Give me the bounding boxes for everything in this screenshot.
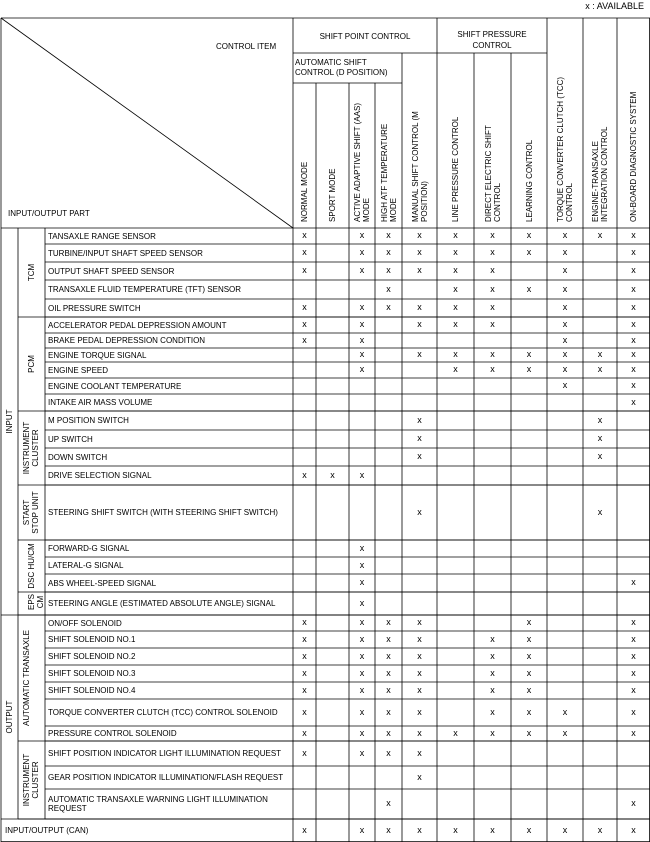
available-mark: x — [302, 824, 307, 835]
row-label: STEERING ANGLE (ESTIMATED ABSOLUTE ANGLE) SIGNAL — [48, 599, 276, 608]
available-mark: x — [631, 283, 636, 294]
available-mark: x — [490, 684, 495, 695]
available-mark: x — [453, 247, 458, 257]
row-label: LATERAL-G SIGNAL — [48, 561, 124, 570]
available-mark: x — [386, 633, 391, 644]
available-mark: x — [490, 650, 495, 661]
available-mark: x — [562, 302, 568, 312]
row-label: SHIFT SOLENOID NO.1 — [48, 635, 136, 644]
available-mark: x — [631, 727, 636, 738]
available-mark: x — [417, 633, 422, 644]
available-mark: x — [359, 469, 365, 480]
header-automatic-shift-control: AUTOMATIC SHIFT CONTROL (D POSITION) — [295, 58, 388, 77]
available-mark: x — [417, 265, 422, 275]
available-mark: x — [302, 469, 307, 480]
available-mark: x — [453, 824, 458, 835]
available-mark: x — [453, 319, 458, 329]
available-mark: x — [386, 667, 391, 678]
available-mark: x — [359, 667, 365, 678]
available-mark: x — [417, 667, 422, 678]
row-label: UP SWITCH — [48, 434, 93, 444]
row-label: INTAKE AIR MASS VOLUME — [48, 398, 153, 407]
available-mark: x — [302, 302, 307, 312]
available-mark: x — [631, 824, 636, 835]
available-mark: x — [302, 747, 307, 758]
available-mark: x — [631, 247, 636, 257]
available-mark: x — [490, 265, 495, 275]
available-mark: x — [359, 684, 365, 695]
available-mark: x — [631, 364, 636, 374]
row-label: STEERING SHIFT SWITCH (WITH STEERING SHIFT SWITCH) — [48, 508, 278, 517]
available-mark: x — [302, 633, 307, 644]
available-mark: x — [526, 617, 532, 627]
available-mark: x — [417, 650, 422, 661]
available-mark: x — [359, 334, 365, 345]
available-mark: x — [359, 265, 365, 275]
available-mark: x — [386, 824, 391, 835]
available-mark: x — [631, 265, 636, 275]
available-mark: x — [359, 577, 365, 587]
available-mark: x — [302, 650, 307, 661]
available-mark: x — [359, 349, 365, 359]
column-header: NORMAL MODE — [300, 161, 309, 222]
available-mark: x — [302, 319, 307, 329]
available-mark: x — [631, 706, 636, 717]
row-label: SHIFT SOLENOID NO.3 — [48, 669, 136, 678]
group-label: AUTOMATIC TRANSAXLE — [22, 629, 31, 727]
available-mark: x — [490, 302, 495, 312]
available-mark: x — [562, 824, 568, 835]
available-mark: x — [417, 727, 422, 738]
available-mark: x — [359, 302, 365, 312]
available-mark: x — [490, 667, 495, 678]
available-mark: x — [631, 684, 636, 695]
available-mark: x — [631, 302, 636, 312]
available-mark: x — [453, 302, 458, 312]
available-mark: x — [359, 230, 365, 240]
group-label: PCM — [27, 355, 36, 373]
available-mark: x — [453, 283, 458, 294]
available-mark: x — [417, 433, 422, 443]
group-label: DSC HU/CM — [27, 543, 36, 589]
available-mark: x — [359, 597, 365, 608]
available-mark: x — [597, 364, 603, 374]
available-mark: x — [417, 747, 422, 758]
available-mark: x — [453, 265, 458, 275]
available-mark: x — [359, 247, 365, 257]
available-mark: x — [597, 230, 603, 240]
available-mark: x — [597, 349, 603, 359]
group-label: START STOP UNIT — [22, 491, 40, 534]
available-mark: x — [490, 364, 495, 374]
row-label: TURBINE/INPUT SHAFT SPEED SENSOR — [48, 248, 203, 258]
column-header: ACTIVE ADAPTIVE SHIFT (AAS) MODE — [353, 103, 371, 222]
available-mark: x — [631, 667, 636, 678]
available-mark: x — [631, 798, 636, 808]
header-shift-pressure-control: SHIFT PRESSURE CONTROL — [457, 30, 527, 50]
available-mark: x — [453, 727, 458, 738]
row-label: SHIFT SOLENOID NO.4 — [48, 686, 136, 695]
available-mark: x — [302, 247, 307, 257]
available-mark: x — [597, 433, 603, 443]
available-mark: x — [417, 230, 422, 240]
available-mark: x — [526, 727, 532, 738]
available-mark: x — [597, 824, 603, 835]
row-label: SHIFT SOLENOID NO.2 — [48, 652, 136, 661]
row-label: TANSAXLE RANGE SENSOR — [48, 231, 156, 241]
available-mark: x — [562, 364, 568, 374]
available-mark: x — [631, 633, 636, 644]
available-mark: x — [417, 506, 422, 517]
available-mark: x — [386, 798, 391, 808]
row-label: BRAKE PEDAL DEPRESSION CONDITION — [48, 336, 206, 345]
row-label: FORWARD-G SIGNAL — [48, 544, 130, 553]
column-header: HIGH ATF TEMPERATURE MODE — [379, 123, 398, 222]
column-header: ENGINE-TRANSAXLE INTEGRATION CONTROL — [591, 126, 609, 222]
available-mark: x — [526, 230, 532, 240]
row-label: SHIFT POSITION INDICATOR LIGHT ILLUMINATION REQUEST — [48, 749, 282, 758]
available-mark: x — [417, 349, 422, 359]
available-mark: x — [417, 451, 422, 461]
available-mark: x — [359, 559, 365, 570]
available-mark: x — [302, 334, 307, 345]
available-mark: x — [386, 617, 391, 627]
available-mark: x — [562, 283, 568, 294]
available-mark: x — [359, 706, 365, 717]
row-label: OIL PRESSURE SWITCH — [48, 303, 141, 313]
row-label: ABS WHEEL-SPEED SIGNAL — [48, 578, 157, 588]
row-label: PRESSURE CONTROL SOLENOID — [48, 729, 177, 738]
available-mark: x — [526, 706, 532, 717]
row-label: ENGINE COOLANT TEMPERATURE — [48, 381, 182, 391]
available-mark: x — [597, 414, 603, 425]
available-mark: x — [359, 542, 365, 553]
available-mark: x — [490, 247, 495, 257]
available-mark: x — [359, 319, 365, 329]
available-mark: x — [631, 319, 636, 329]
available-mark: x — [386, 283, 391, 294]
header-control-item: CONTROL ITEM — [216, 42, 277, 51]
available-mark: x — [359, 650, 365, 661]
available-mark: x — [631, 617, 636, 627]
row-label: ENGINE TORQUE SIGNAL — [48, 350, 147, 360]
available-mark: x — [302, 667, 307, 678]
available-mark: x — [386, 302, 391, 312]
available-mark: x — [359, 747, 365, 758]
available-mark: x — [562, 349, 568, 359]
available-mark: x — [359, 633, 365, 644]
available-mark: x — [453, 349, 458, 359]
available-mark: x — [631, 380, 636, 390]
available-mark: x — [302, 265, 307, 275]
available-mark: x — [417, 706, 422, 717]
available-mark: x — [562, 380, 568, 390]
available-mark: x — [597, 506, 603, 517]
available-mark: x — [490, 283, 495, 294]
header-shift-point-control: SHIFT POINT CONTROL — [319, 32, 411, 41]
available-mark: x — [526, 247, 532, 257]
available-mark: x — [386, 727, 391, 738]
available-mark: x — [302, 617, 307, 627]
available-mark: x — [526, 349, 532, 359]
row-label: ON/OFF SOLENOID — [48, 618, 122, 628]
available-mark: x — [386, 650, 391, 661]
available-mark: x — [526, 667, 532, 678]
available-mark: x — [386, 684, 391, 695]
available-mark: x — [526, 824, 532, 835]
row-label: GEAR POSITION INDICATOR ILLUMINATION/FLASH REQUEST — [48, 773, 284, 782]
available-mark: x — [330, 469, 335, 480]
row-label: TRANSAXLE FLUID TEMPERATURE (TFT) SENSOR — [48, 285, 242, 294]
column-header: DIRECT ELECTRIC SHIFT CONTROL — [483, 125, 502, 222]
group-label: INSTRUMENT CLUSTER — [22, 421, 40, 475]
group-label: TCM — [27, 263, 36, 282]
available-mark: x — [490, 706, 495, 717]
available-mark: x — [562, 230, 568, 240]
available-mark: x — [386, 230, 391, 240]
row-label: ENGINE SPEED — [48, 365, 109, 375]
available-mark: x — [631, 230, 636, 240]
available-mark: x — [359, 824, 365, 835]
available-mark: x — [490, 319, 495, 329]
available-mark: x — [490, 230, 495, 240]
available-mark: x — [302, 230, 307, 240]
available-mark: x — [597, 451, 603, 461]
available-mark: x — [526, 633, 532, 644]
column-header: ON-BOARD DIAGNOSTIC SYSTEM — [629, 91, 638, 222]
row-label: DRIVE SELECTION SIGNAL — [48, 471, 152, 480]
available-mark: x — [631, 650, 636, 661]
available-mark: x — [631, 577, 636, 587]
column-header: TORQUE CONVERTER CLUTCH (TCC) CONTROL — [556, 76, 574, 222]
available-mark: x — [526, 650, 532, 661]
available-mark: x — [302, 684, 307, 695]
available-mark: x — [526, 283, 532, 294]
available-mark: x — [417, 247, 422, 257]
column-header: LINE PRESSURE CONTROL — [451, 116, 460, 222]
available-mark: x — [526, 364, 532, 374]
available-mark: x — [562, 247, 568, 257]
available-mark: x — [490, 633, 495, 644]
row-label: OUTPUT SHAFT SPEED SENSOR — [48, 266, 175, 276]
row-label: DOWN SWITCH — [48, 452, 108, 462]
available-mark: x — [490, 727, 495, 738]
group-label: INSTRUMENT CLUSTER — [22, 753, 40, 807]
header-input-output-part: INPUT/OUTPUT PART — [8, 209, 90, 218]
column-header: LEARNING CONTROL — [524, 139, 534, 222]
available-mark: x — [386, 706, 391, 717]
available-mark: x — [417, 319, 422, 329]
column-header: SPORT MODE — [328, 168, 337, 222]
available-mark: x — [562, 727, 568, 738]
available-mark: x — [526, 684, 532, 695]
legend-available: x : AVAILABLE — [585, 1, 644, 11]
available-mark: x — [417, 684, 422, 695]
available-mark: x — [417, 771, 422, 782]
footer-row-label: INPUT/OUTPUT (CAN) — [5, 826, 89, 835]
available-mark: x — [417, 414, 422, 425]
available-mark: x — [359, 364, 365, 374]
available-mark: x — [562, 319, 568, 329]
available-mark: x — [359, 617, 365, 627]
available-mark: x — [490, 349, 495, 359]
available-mark: x — [490, 824, 495, 835]
available-mark: x — [562, 334, 568, 345]
group-label: EPS CM — [27, 594, 45, 611]
available-mark: x — [453, 364, 458, 374]
row-label: AUTOMATIC TRANSAXLE WARNING LIGHT ILLUMINATION REQUEST — [48, 795, 268, 813]
section-label: INPUT — [5, 409, 14, 434]
available-mark: x — [631, 396, 636, 407]
available-mark: x — [386, 265, 391, 275]
available-mark: x — [359, 727, 365, 738]
row-label: ACCELERATOR PEDAL DEPRESSION AMOUNT — [48, 320, 227, 330]
available-mark: x — [562, 265, 568, 275]
row-label: TORQUE CONVERTER CLUTCH (TCC) CONTROL SOLENOID — [48, 708, 278, 717]
available-mark: x — [453, 230, 458, 240]
available-mark: x — [417, 824, 422, 835]
available-mark: x — [302, 727, 307, 738]
available-mark: x — [631, 334, 636, 345]
available-mark: x — [302, 706, 307, 717]
available-mark: x — [386, 247, 391, 257]
available-mark: x — [562, 706, 568, 717]
section-label: OUTPUT — [5, 700, 14, 734]
column-header: MANUAL SHIFT CONTROL (M POSITION) — [410, 111, 429, 222]
row-label: M POSITION SWITCH — [48, 416, 129, 425]
available-mark: x — [386, 747, 391, 758]
available-mark: x — [417, 617, 422, 627]
available-mark: x — [631, 349, 636, 359]
available-mark: x — [417, 302, 422, 312]
